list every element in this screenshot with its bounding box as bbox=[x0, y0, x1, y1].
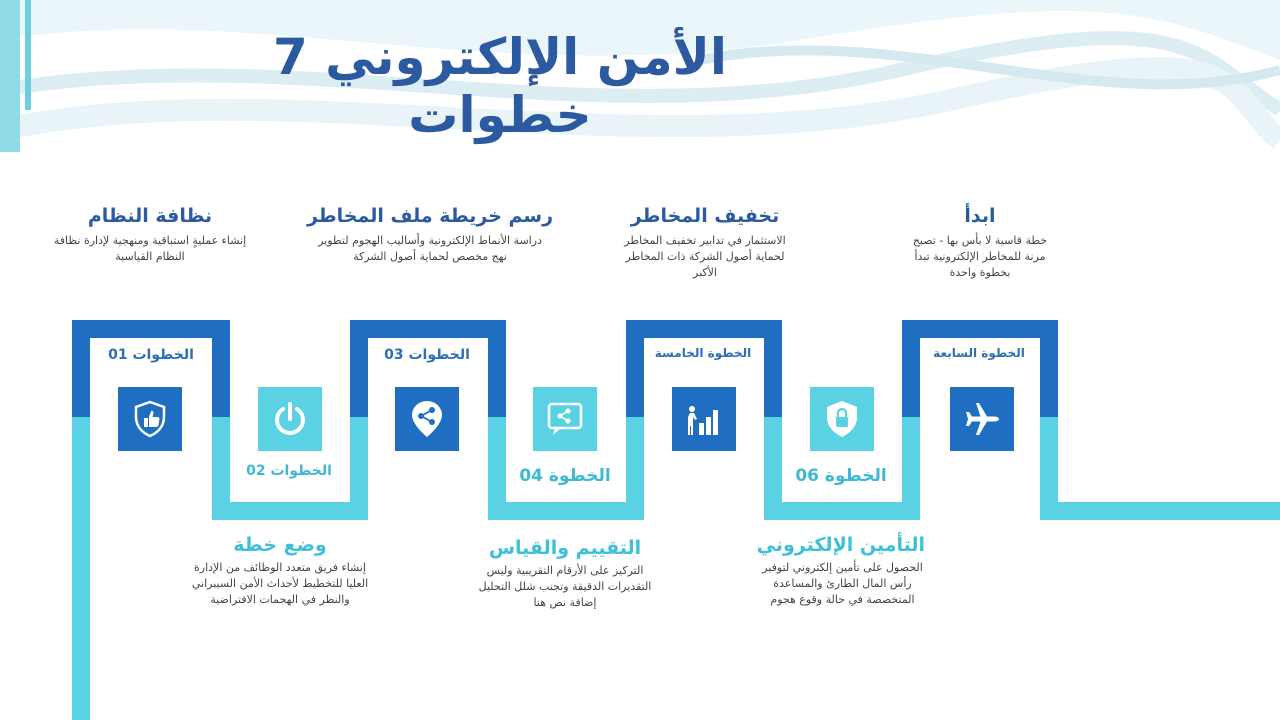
top-item-desc: إنشاء عمليةٍ استباقية ومنهجية لإدارة نظافة النظام القياسية bbox=[53, 234, 247, 263]
top-item-2 bbox=[300, 205, 560, 265]
bottom-item-desc: التركيز على الأرقام التقريبية وليس التقديرات الدقيقة وتجنب شلل التحليل إضافة نص هنا bbox=[478, 564, 652, 609]
top-item-heading: تخفيف المخاطر bbox=[630, 205, 780, 227]
step-5-icon-box bbox=[672, 387, 736, 451]
step-label-3: الخطوات 03 bbox=[384, 347, 470, 363]
share-pin-icon bbox=[407, 399, 447, 439]
step-label-2: الخطوات 02 bbox=[246, 463, 332, 479]
growth-chart-icon bbox=[684, 399, 724, 439]
step-6-icon-box bbox=[810, 387, 874, 451]
shield-thumb-icon bbox=[130, 399, 170, 439]
step-3-icon-box bbox=[395, 387, 459, 451]
page-title: الأمن الإلكتروني 7 خطوات bbox=[272, 28, 728, 144]
bottom-item-1 bbox=[185, 534, 375, 608]
top-item-4 bbox=[890, 205, 1070, 281]
top-item-1 bbox=[40, 205, 260, 265]
airplane-icon bbox=[962, 399, 1002, 439]
top-item-desc: خطة قاسية لا بأس بها - تصبح مرنة للمخاطر الإلكترونية تبدأ بخطوة واحدة bbox=[912, 234, 1048, 279]
step-2-icon-box bbox=[258, 387, 322, 451]
top-item-heading: نظافة النظام bbox=[87, 205, 213, 227]
bottom-item-heading: التأمين الإلكتروني bbox=[756, 534, 925, 556]
bottom-item-heading: وضع خطة bbox=[233, 534, 327, 556]
top-item-3 bbox=[605, 205, 805, 281]
top-item-desc: دراسة الأنماط الإلكترونية وأساليب الهجوم لتطوير نهج مخصص لحماية أصول الشركة bbox=[318, 234, 542, 263]
step-label-6: الخطوة 06 bbox=[795, 466, 887, 486]
step-label-7: الخطوة السابعة bbox=[933, 346, 1025, 360]
step-label-4: الخطوة 04 bbox=[519, 466, 611, 486]
top-item-heading: ابدأ bbox=[964, 205, 996, 227]
bottom-item-2 bbox=[470, 537, 660, 611]
lock-shield-icon bbox=[822, 399, 862, 439]
step-1-icon-box bbox=[118, 387, 182, 451]
step-label-1: الخطوات 01 bbox=[108, 347, 194, 363]
top-item-heading: رسم خريطة ملف المخاطر bbox=[306, 205, 554, 227]
bottom-item-3 bbox=[756, 534, 925, 608]
step-7-icon-box bbox=[950, 387, 1014, 451]
power-icon bbox=[270, 399, 310, 439]
bottom-item-desc: إنشاء فريق متعدد الوظائف من الإدارة العليا للتخطيط لأحداث الأمن السيبراني والنظر في الهجمات الافتراضية bbox=[191, 561, 369, 606]
step-4-icon-box bbox=[533, 387, 597, 451]
bottom-item-desc: الحصول على تأمين إلكتروني لتوفير رأس المال الطارئ والمساعدة المتخصصة في حالة وقوع هجوم bbox=[762, 561, 923, 606]
bottom-item-heading: التقييم والقياس bbox=[488, 537, 642, 559]
chat-share-icon bbox=[545, 399, 585, 439]
step-label-5: الخطوة الخامسة bbox=[654, 346, 752, 360]
top-item-desc: الاستثمار في تدابير تخفيف المخاطر لحماية أصول الشركة ذات المخاطر الأكبر bbox=[624, 234, 786, 279]
